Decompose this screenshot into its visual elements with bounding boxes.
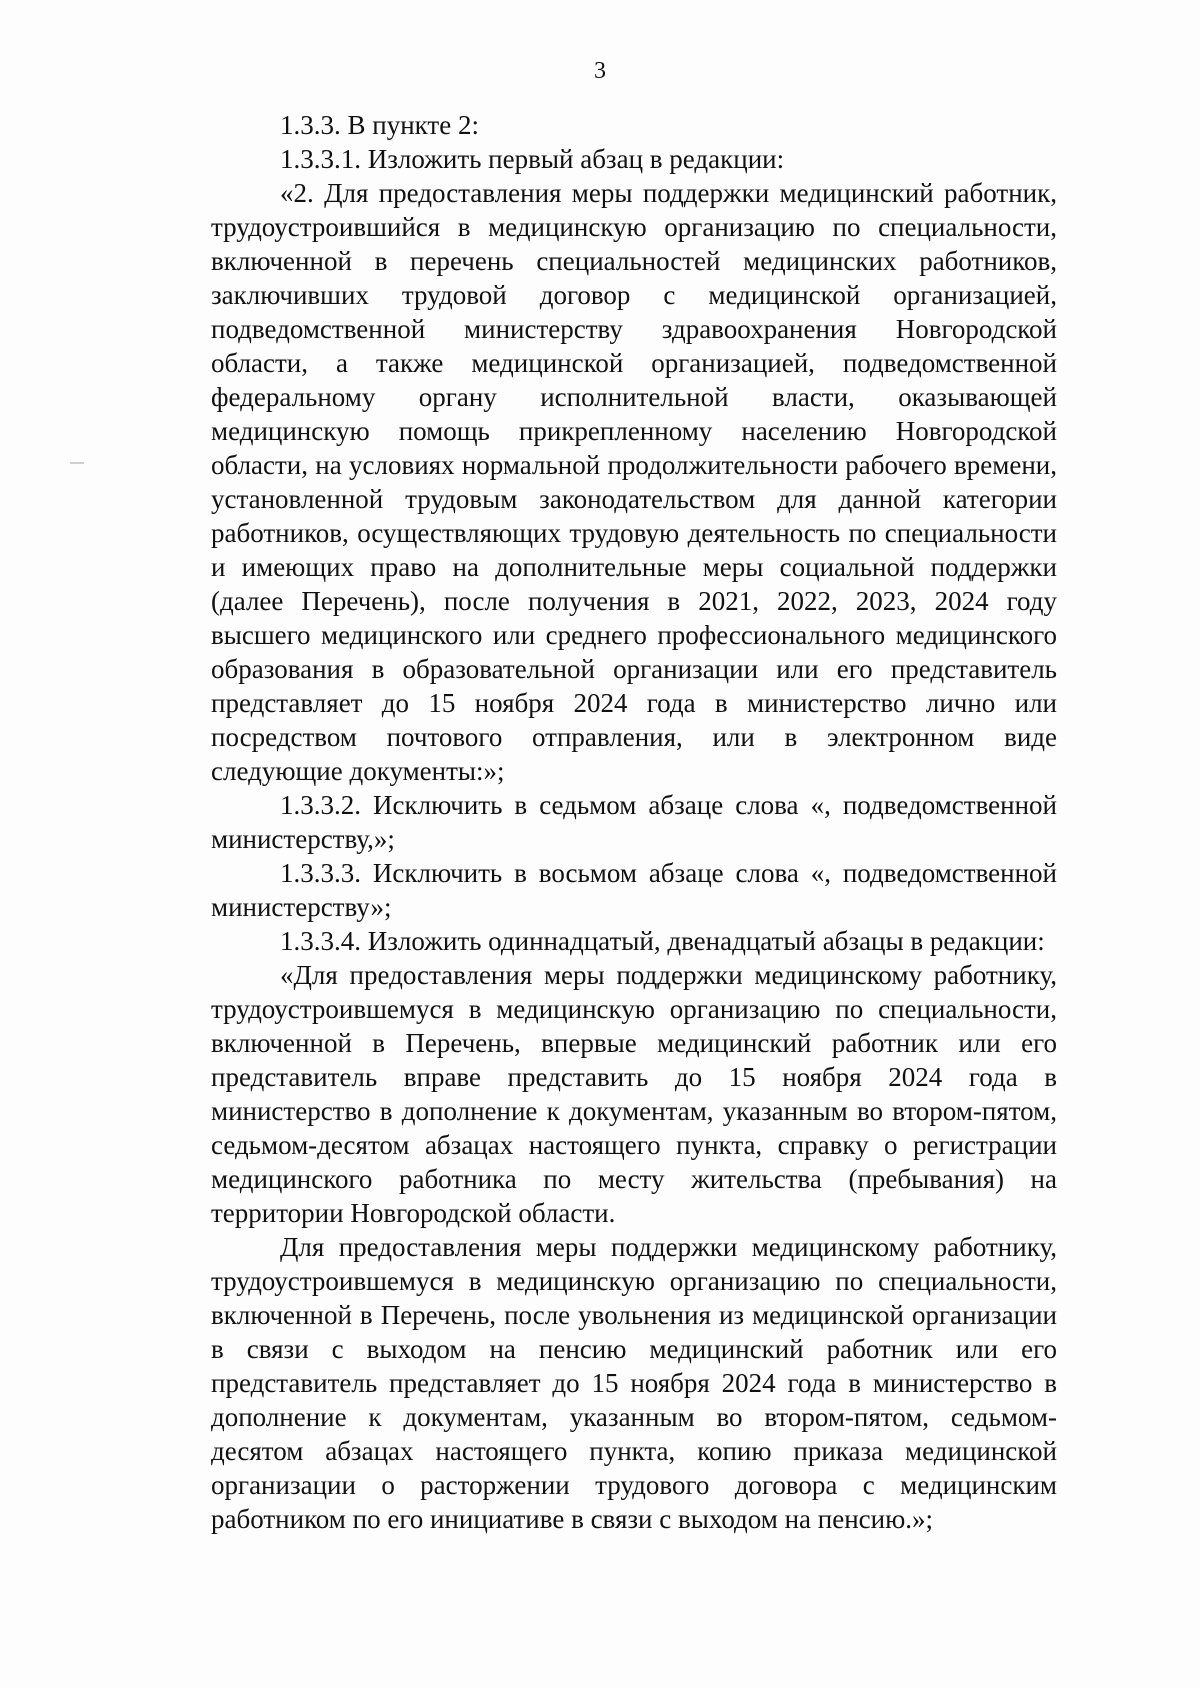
paragraph-quoted-twelfth: Для предоставления меры поддержки медицинскому работнику, трудоустроившемуся в медицинскую организацию по специальности, включенной в Перечень, после увольнения из медицинской организации в связи с выходом на пенсию медицинский работник или его представитель представляет до 15 ноября 2024 года в министерство в дополнение к документам, указанным во втором-пятом, седьмом-десятом абзацах настоящего пункта, копию приказа медицинской организации о расторжении трудового договора с медицинским работником по его инициативе в связи с выходом на пенсию.»;	[211, 1232, 1057, 1534]
paragraph-1-3-3-4: 1.3.3.4. Изложить одиннадцатый, двенадцатый абзацы в редакции:	[280, 926, 1045, 956]
document-body	[211, 108, 1057, 1536]
paragraph-quoted-eleventh: «Для предоставления меры поддержки медицинскому работнику, трудоустроившемуся в медицинскую организацию по специальности, включенной в Перечень, впервые медицинский работник или его представитель вправе представить до 15 ноября 2024 года в министерство в дополнение к документам, указанным во втором-пятом, седьмом-десятом абзацах настоящего пункта, справку о регистрации медицинского работника по месту жительства (пребывания) на территории Новгородской области.	[211, 960, 1057, 1228]
paragraph-1-3-3-2: 1.3.3.2. Исключить в седьмом абзаце слова «, подведомственной министерству,»;	[211, 790, 1057, 854]
paragraph-1-3-3: 1.3.3. В пункте 2:	[280, 110, 479, 140]
paragraph-1-3-3-1: 1.3.3.1. Изложить первый абзац в редакции:	[280, 144, 785, 174]
paragraph-1-3-3-3: 1.3.3.3. Исключить в восьмом абзаце слова «, подведомственной министерству»;	[211, 858, 1057, 922]
paragraph-quoted-item-2: «2. Для предоставления меры поддержки медицинский работник, трудоустроившийся в медицинскую организацию по специальности, включенной в перечень специальностей медицинских работников, заключивших трудовой договор с медицинской организацией, подведомственной министерству здравоохранения Новгородской области, а также медицинской организацией, подведомственной федеральному органу исполнительной власти, оказывающей медицинскую помощь прикрепленному населению Новгородской области, на условиях нормальной продолжительности рабочего времени, установленной трудовым законодательством для данной категории работников, осуществляющих трудовую деятельность по специальности и имеющих право на дополнительные меры социальной поддержки (далее Перечень), после получения в 2021, 2022, 2023, 2024 году высшего медицинского или среднего профессионального медицинского образования в образовательной организации или его представитель представляет до 15 ноября 2024 года в министерство лично или посредством почтового отправления, или в электронном виде следующие документы:»;	[211, 178, 1057, 786]
scan-artifact-mark	[70, 462, 84, 464]
page-number: 3	[594, 58, 606, 84]
